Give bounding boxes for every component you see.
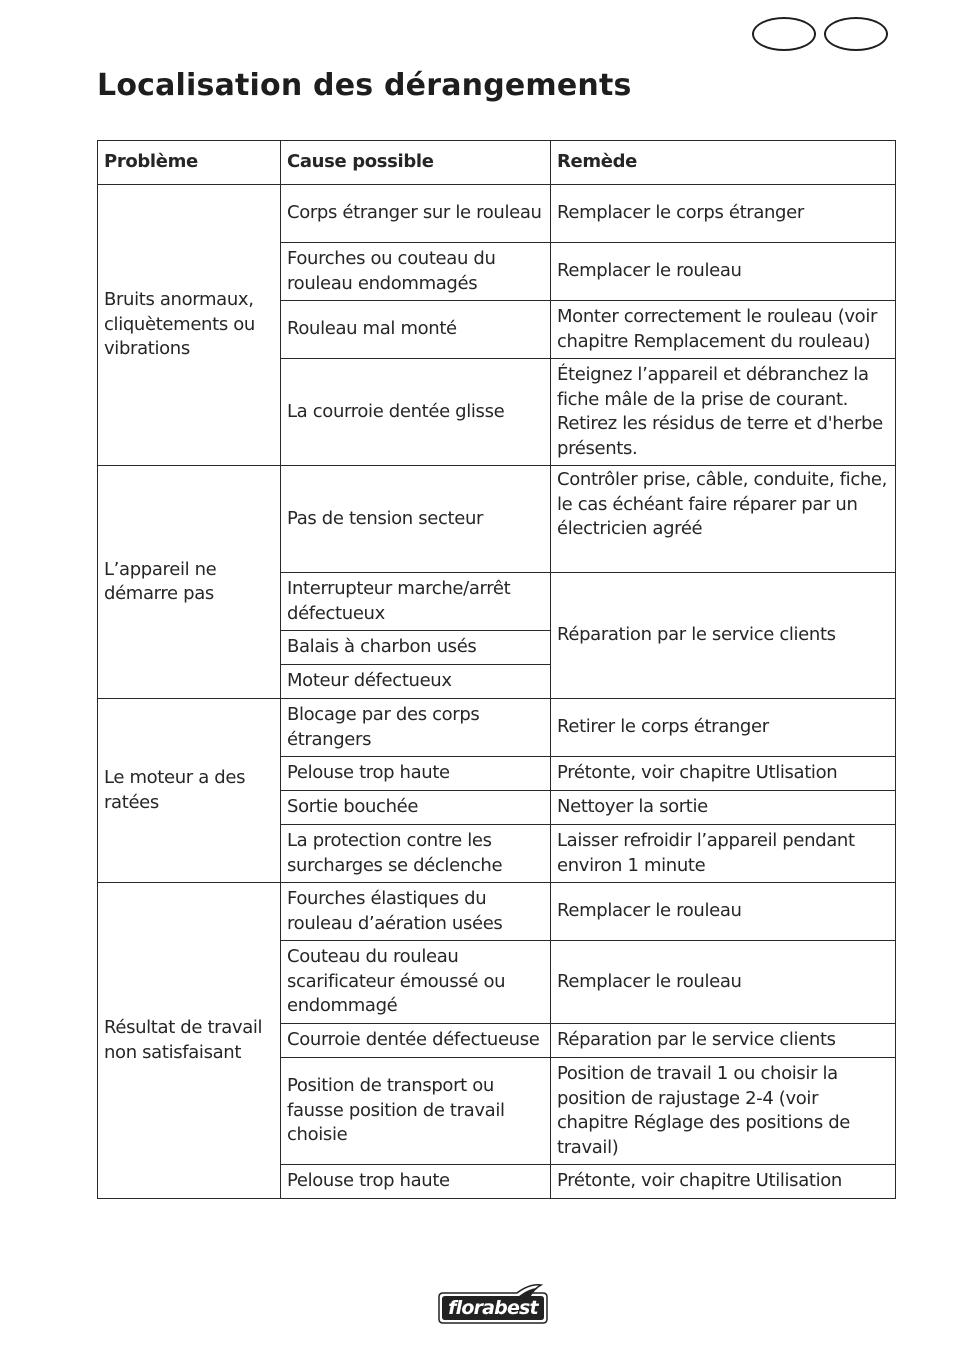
remedy-cell: Réparation par le service clients [551,573,896,699]
remedy-cell: Nettoyer la sortie [551,791,896,825]
language-badge-oval [824,17,888,51]
troubleshooting-table [97,140,896,1199]
cause-cell: Position de transport ou fausse position de travail choisie [281,1058,551,1165]
cause-cell: Blocage par des corps étrangers [281,699,551,757]
cause-cell: Rouleau mal monté [281,301,551,359]
brand-logo [437,1283,549,1327]
problem-cell: Le moteur a des ratées [98,699,281,883]
header-remedy: Remède [551,141,896,185]
remedy-cell: Laisser refroidir l’appareil pendant environ 1 minute [551,825,896,883]
cause-cell: Fourches élastiques du rouleau d’aération usées [281,883,551,941]
remedy-cell: Éteignez l’appareil et débranchez la fiche mâle de la prise de courant. Retirez les résidus de terre et d'herbe présents. [551,359,896,466]
cause-cell: Pelouse trop haute [281,757,551,791]
table-header-row [98,141,896,185]
remedy-cell: Remplacer le rouleau [551,243,896,301]
cause-cell: Pas de tension secteur [281,466,551,573]
language-badges [752,17,890,53]
table-row [98,185,896,243]
brand-logo-text: florabest [448,1297,538,1319]
cause-cell: Balais à charbon usés [281,631,551,665]
problem-cell: L’appareil ne démarre pas [98,466,281,699]
cause-cell: La courroie dentée glisse [281,359,551,466]
table-row [98,699,896,757]
remedy-cell: Remplacer le rouleau [551,941,896,1024]
table-row [98,466,896,573]
table-row [98,883,896,941]
header-problem: Problème [98,141,281,185]
remedy-cell: Réparation par le service clients [551,1024,896,1058]
remedy-cell: Remplacer le corps étranger [551,185,896,243]
cause-cell: La protection contre les surcharges se déclenche [281,825,551,883]
remedy-cell: Position de travail 1 ou choisir la position de rajustage 2-4 (voir chapitre Réglage des positions de travail) [551,1058,896,1165]
cause-cell: Courroie dentée défectueuse [281,1024,551,1058]
remedy-cell: Prétonte, voir chapitre Utilisation [551,1165,896,1199]
cause-cell: Interrupteur marche/arrêt défectueux [281,573,551,631]
cause-cell: Fourches ou couteau du rouleau endommagés [281,243,551,301]
problem-cell: Résultat de travail non satisfaisant [98,883,281,1199]
remedy-cell: Contrôler prise, câble, conduite, fiche, le cas échéant faire réparer par un électricien agréé [551,466,896,573]
page-title: Localisation des dérangements [97,68,632,103]
cause-cell: Sortie bouchée [281,791,551,825]
remedy-cell: Monter correctement le rouleau (voir chapitre Remplacement du rouleau) [551,301,896,359]
cause-cell: Moteur défectueux [281,665,551,699]
cause-cell: Couteau du rouleau scarificateur émoussé ou endommagé [281,941,551,1024]
cause-cell: Corps étranger sur le rouleau [281,185,551,243]
remedy-cell: Prétonte, voir chapitre Utlisation [551,757,896,791]
header-cause: Cause possible [281,141,551,185]
remedy-cell: Remplacer le rouleau [551,883,896,941]
language-badge-oval [752,17,816,51]
remedy-cell: Retirer le corps étranger [551,699,896,757]
cause-cell: Pelouse trop haute [281,1165,551,1199]
problem-cell: Bruits anormaux, cliquètements ou vibrations [98,185,281,466]
